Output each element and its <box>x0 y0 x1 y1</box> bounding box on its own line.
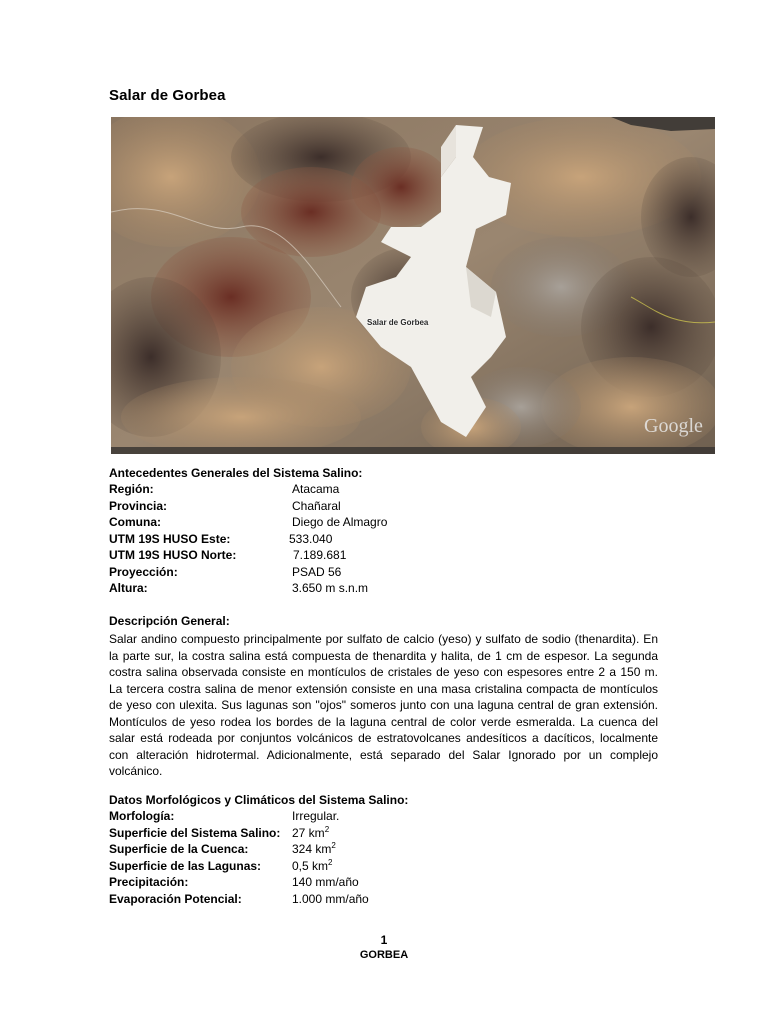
antecedentes-label: Provincia: <box>109 498 168 513</box>
antecedentes-label: Comuna: <box>109 515 161 529</box>
descripcion-heading: Descripción General: <box>109 614 230 628</box>
page-number: 1 <box>380 933 388 947</box>
antecedentes-value: Diego de Almagro <box>292 515 388 529</box>
antecedentes-value: 3.650 m s.n.m <box>292 581 369 595</box>
morfologicos-value <box>292 875 359 889</box>
morfologicos-label: Superficie del Sistema Salino: <box>109 825 281 840</box>
morfologicos-value-text: 1.000 mm/año <box>292 891 369 906</box>
antecedentes-label: Altura: <box>109 581 148 595</box>
antecedentes-label: UTM 19S HUSO Este: <box>109 531 231 546</box>
morfologicos-value-text: Irregular. <box>292 809 340 823</box>
morfologicos-value <box>292 842 336 856</box>
page-title: Salar de Gorbea <box>109 87 226 104</box>
antecedentes-value: Atacama <box>292 482 340 496</box>
morfologicos-value-text: 27 km <box>292 825 325 840</box>
morfologicos-label: Evaporación Potencial: <box>109 891 242 906</box>
descripcion-text: Salar andino compuesto principalmente por sulfato de calcio (yeso) y sulfato de sodio (thenardita). En la parte sur, la costra salina está compuesta de thenardita y halita, de 1 cm de espesor. La segunda costra salina observada consiste en montículos de cristales de yeso con espesores entre 2 a 150 m. La tercera costra salina de menor extensión consiste en una masa cristalina compacta de montículos de yeso con ulexita. Sus lagunas son "ojos" someros junto con una laguna central de gran extensión. Montículos de yeso rodea los bordes de la laguna central de color verde esmeralda. La cuenca del salar está rodeada por conjuntos volcánicos de estratovolcanes andesíticos a dacíticos, localmente con alteración hidrotermal. Adicionalmente, está separado del Salar Ignorado por un complejo volcánico. <box>109 632 658 778</box>
footer-name: GORBEA <box>359 949 409 961</box>
morfologicos-label: Morfología: <box>109 809 175 823</box>
morfologicos-value <box>292 859 332 873</box>
map-place-label: Salar de Gorbea <box>367 318 429 327</box>
antecedentes-value: 7.189.681 <box>293 548 347 562</box>
morfologicos-label: Superficie de la Cuenca: <box>109 842 249 856</box>
morfologicos-value <box>292 809 339 823</box>
satellite-image <box>111 117 715 454</box>
morfologicos-value-text: 140 mm/año <box>292 875 359 889</box>
antecedentes-label: Proyección: <box>109 564 178 579</box>
morfologicos-label: Superficie de las Lagunas: <box>109 858 262 873</box>
antecedentes-value: 533.040 <box>289 531 333 546</box>
unit-superscript: 2 <box>328 857 333 867</box>
unit-superscript: 2 <box>324 824 330 834</box>
antecedentes-label: UTM 19S HUSO Norte: <box>109 548 237 562</box>
google-logo: Google <box>644 415 703 437</box>
morfologicos-value <box>292 826 329 840</box>
antecedentes-value: PSAD 56 <box>292 564 342 579</box>
morfologicos-heading: Datos Morfológicos y Climáticos del Sistema Salino: <box>109 793 409 807</box>
antecedentes-heading: Antecedentes Generales del Sistema Salino: <box>109 466 363 480</box>
morfologicos-value-text: 0,5 km <box>292 858 329 873</box>
unit-superscript: 2 <box>331 841 336 850</box>
morfologicos-value-text: 324 km <box>292 842 332 856</box>
antecedentes-value: Chañaral <box>292 498 341 513</box>
morfologicos-value <box>292 892 369 906</box>
satellite-terrain <box>111 117 715 454</box>
antecedentes-label: Región: <box>109 482 154 496</box>
morfologicos-label: Precipitación: <box>109 875 189 889</box>
